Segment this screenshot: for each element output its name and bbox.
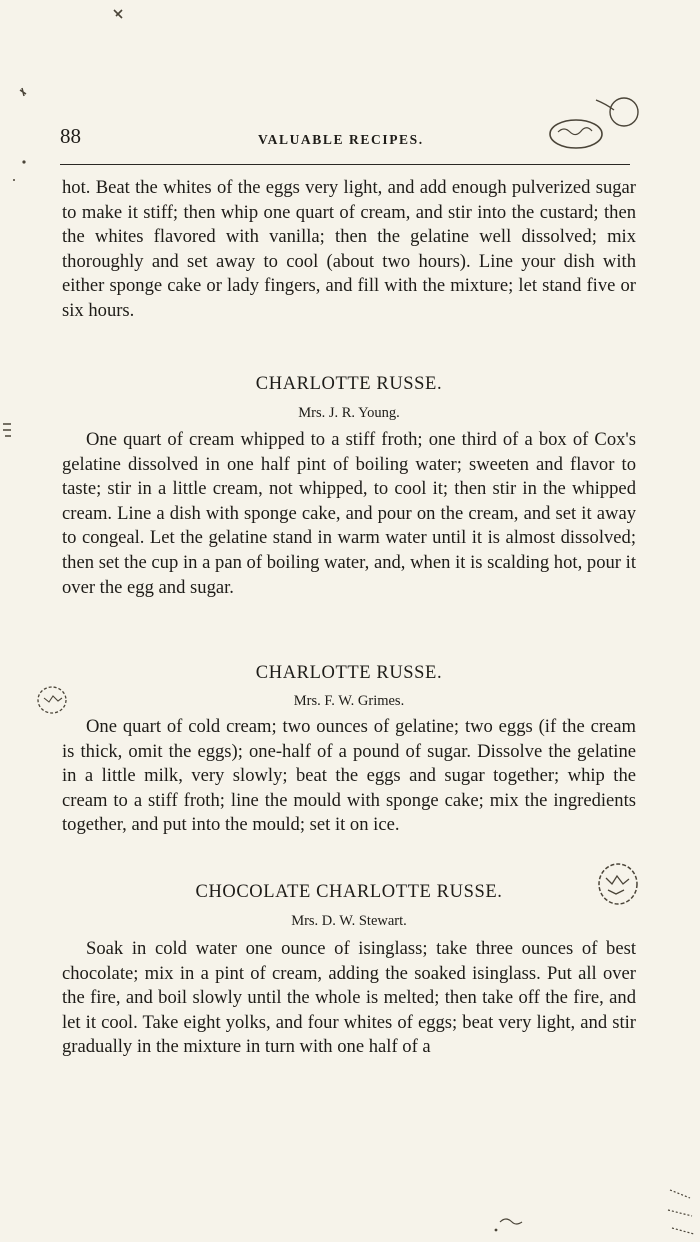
recipe-2-author: Mrs. F. W. Grimes. xyxy=(293,693,405,709)
header-rule xyxy=(60,164,630,165)
recipe-1-body xyxy=(62,428,636,600)
recipe-2-title: CHARLOTTE RUSSE. xyxy=(255,663,443,683)
recipe-3-title: CHOCOLATE CHARLOTTE RUSSE. xyxy=(195,882,503,902)
recipe-3-author: Mrs. D. W. Stewart. xyxy=(291,913,407,929)
left-margin-stain-icon xyxy=(32,680,78,720)
top-speck-icon xyxy=(110,6,126,22)
recipe-1-title: CHARLOTTE RUSSE. xyxy=(255,374,443,394)
top-right-stain-icon xyxy=(546,92,646,156)
bottom-specks-icon xyxy=(480,1210,540,1240)
page-header xyxy=(60,124,630,154)
recipe-3-text: Soak in cold water one ounce of isinglass; take three ounces of best chocolate; mix in a pint of cream, adding the soaked isinglass. Put all over the fire, and boil slowly until the whole is melted; then take off the fire, and let it cool. Take eight yolks, and four whites of eggs; beat very light, and stir gradually in the mixture in turn with one half of a xyxy=(62,938,636,1058)
continuation-paragraph xyxy=(62,176,636,324)
page-number: 88 xyxy=(60,124,81,148)
edge-mark-icon xyxy=(0,420,14,440)
left-edge-specks-icon xyxy=(6,80,36,200)
recipe-1-text: One quart of cream whipped to a stiff froth; one third of a box of Cox's gelatine dissolved in one half pint of boiling water; sweeten and flavor to taste; stir in a little cream, not whipped, to cool it; then stir in the whipped cream. Line a dish with sponge cake, and pour on the cream, and set it away to congeal. Let the gelatine stand in warm water until it is almost dissolved; then set the cup in a pan of boiling water, and, when it is scalding hot, pour it over the egg and sugar. xyxy=(62,429,636,598)
recipe-2-text: One quart of cold cream; two ounces of gelatine; two eggs (if the cream is thick, omit the eggs); one-half of a pound of sugar. Dissolve the gelatine in a little milk, very slowly; beat the eggs and sugar together; whip the cream to a stiff froth; line the mould with sponge cake; mix the ingredients together, and put into the mould; set it on ice. xyxy=(62,716,636,836)
running-head: VALUABLE RECIPES. xyxy=(258,132,424,147)
recipe-2-body xyxy=(62,715,636,838)
corner-specks-icon xyxy=(660,1180,700,1242)
recipe-3-body xyxy=(62,937,636,1060)
continuation-text: hot. Beat the whites of the eggs very light, and add enough pulverized sugar to make it stiff; then whip one quart of cream, and stir into the custard; then the whites flavored with vanilla; then the gelatine well dissolved; mix thoroughly and set away to cool (about two hours). Line your dish with either sponge cake or lady fingers, and fill with the mixture; let stand five or six hours. xyxy=(62,177,636,321)
right-margin-stain-icon xyxy=(588,858,646,914)
recipe-1-author: Mrs. J. R. Young. xyxy=(298,405,400,421)
